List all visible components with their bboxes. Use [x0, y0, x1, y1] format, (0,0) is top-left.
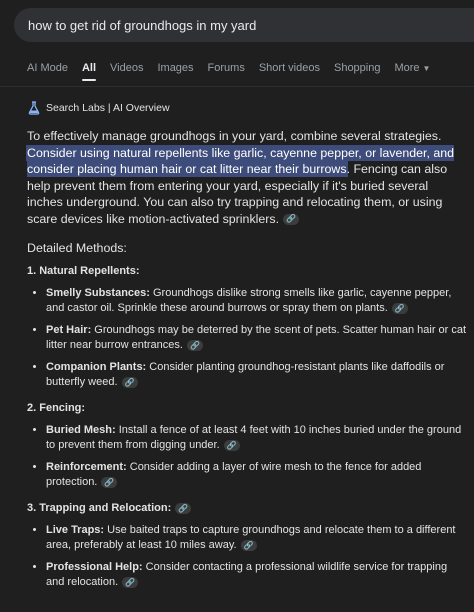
tab-more[interactable]	[394, 62, 430, 74]
group-title	[27, 502, 467, 514]
list-item	[46, 286, 467, 316]
tab-ai-mode[interactable]: AI Mode	[27, 62, 68, 74]
intro-text-1: To effectively manage groundhogs in your yard, combine several strategies.	[27, 129, 442, 143]
item-label: Live Traps:	[46, 524, 105, 536]
list-item	[46, 523, 467, 553]
chevron-down-icon: ▼	[422, 64, 431, 73]
search-tabs	[27, 58, 444, 78]
item-label: Smelly Substances:	[46, 287, 150, 299]
link-icon[interactable]: 🔗	[392, 303, 408, 314]
group-title-text: 3. Trapping and Relocation:	[27, 502, 172, 514]
tab-short-videos[interactable]: Short videos	[258, 62, 320, 74]
flask-icon	[27, 101, 41, 115]
item-label: Buried Mesh:	[46, 424, 116, 436]
item-label: Pet Hair:	[46, 324, 92, 336]
link-icon[interactable]: 🔗	[224, 440, 240, 451]
list-item	[46, 360, 467, 390]
group-list	[27, 286, 467, 390]
link-icon[interactable]: 🔗	[122, 577, 138, 588]
link-icon[interactable]: 🔗	[241, 540, 257, 551]
item-label: Reinforcement:	[46, 461, 127, 473]
item-label: Professional Help:	[46, 561, 143, 573]
group-title: 2. Fencing:	[27, 402, 86, 414]
ai-overview-content	[27, 128, 467, 602]
link-icon[interactable]: 🔗	[122, 377, 138, 388]
item-text: Groundhogs may be deterred by the scent of pets. Scatter human hair or cat litter near burrow entrances.	[46, 324, 467, 351]
item-text: Consider planting groundhog-resistant plants like daffodils or butterfly weed.	[46, 361, 445, 388]
list-item	[46, 560, 467, 590]
overview-intro	[27, 128, 467, 227]
tab-videos[interactable]: Videos	[110, 62, 144, 74]
link-icon[interactable]: 🔗	[175, 503, 191, 514]
item-text: Consider contacting a professional wildlife service for trapping and relocation.	[46, 561, 448, 588]
ai-overview-label: Search Labs | AI Overview	[46, 102, 170, 114]
list-item	[46, 460, 467, 490]
tab-all[interactable]: All	[81, 62, 97, 74]
item-label: Companion Plants:	[46, 361, 147, 373]
list-item	[46, 423, 467, 453]
item-text: Groundhogs dislike strong smells like garlic, cayenne pepper, and castor oil. Sprinkle these around burrows or spray them on plants.	[46, 287, 452, 314]
link-icon[interactable]: 🔗	[283, 214, 299, 225]
search-bar[interactable]	[14, 8, 474, 42]
search-query[interactable]: how to get rid of groundhogs in my yard	[28, 17, 257, 33]
item-text: Consider adding a layer of wire mesh to the fence for added protection.	[46, 461, 422, 488]
item-text: Install a fence of at least 4 feet with 10 inches buried under the ground to prevent them from digging under.	[46, 424, 462, 451]
link-icon[interactable]: 🔗	[187, 340, 203, 351]
intro-highlight: Consider using natural repellents like garlic, cayenne pepper, or lavender, and consider placing human hair or cat litter near their burrows	[27, 145, 455, 176]
tab-shopping[interactable]: Shopping	[333, 62, 381, 74]
link-icon[interactable]: 🔗	[101, 477, 117, 488]
group-title: 1. Natural Repellents:	[27, 265, 140, 277]
list-item	[46, 323, 467, 353]
group-list	[27, 523, 467, 590]
group-list	[27, 423, 467, 490]
item-text: Use baited traps to capture groundhogs and relocate them to a different area, preferably at least 10 miles away.	[46, 524, 456, 551]
tab-images[interactable]: Images	[157, 62, 194, 74]
intro-text-2: . Fencing can also help prevent them from entering your yard, especially if it's buried several inches underground. You can also try trapping and relocating them, or using scare devices like motion-activated sprinklers.	[27, 162, 448, 226]
tab-forums[interactable]: Forums	[207, 62, 245, 74]
tab-more-label: More	[394, 62, 420, 74]
detailed-methods-title: Detailed Methods:	[27, 241, 127, 255]
tabs-divider	[0, 86, 474, 87]
ai-overview-header	[27, 101, 170, 115]
